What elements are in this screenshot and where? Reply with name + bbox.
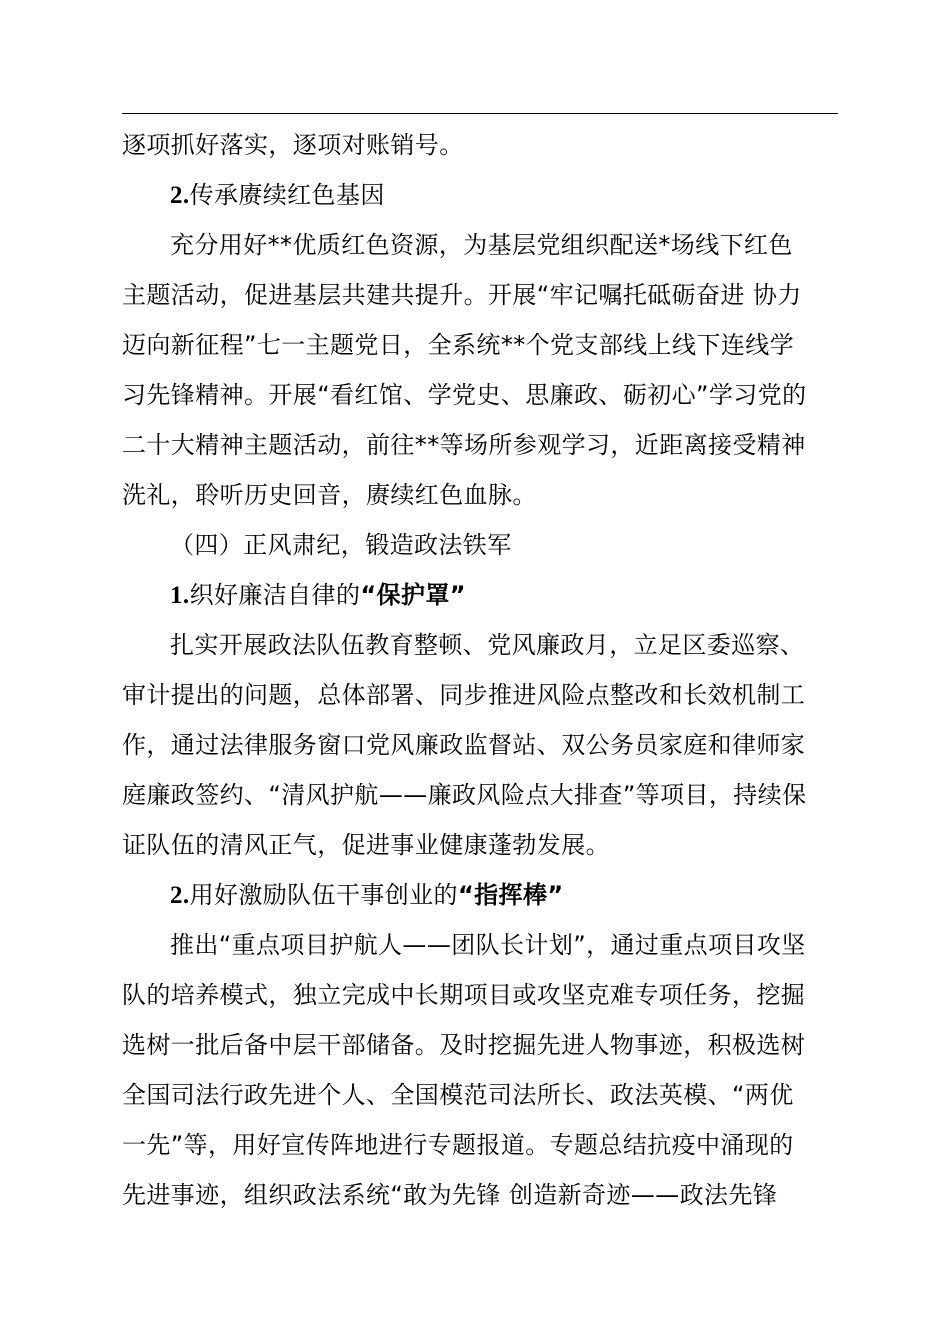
subheading-quoted: “指挥棒” xyxy=(457,881,564,909)
line-text: 逐项抓好落实，逐项对账销号。 xyxy=(122,131,464,159)
subheading-line xyxy=(122,570,842,620)
header-rule xyxy=(122,113,838,114)
paragraph-line xyxy=(122,620,842,670)
line-text: 习先锋精神。开展“看红馆、学党史、思廉政、砺初心”学习党的 xyxy=(122,381,807,409)
line-text: 选树一批后备中层干部储备。及时挖掘先进人物事迹，积极选树 xyxy=(122,1031,806,1059)
paragraph-line xyxy=(122,820,842,870)
paragraph-line xyxy=(122,1120,842,1170)
subheading-text: 传承赓续红色基因 xyxy=(189,181,385,209)
line-text: 证队伍的清风正气，促进事业健康蓬勃发展。 xyxy=(122,831,610,859)
paragraph-line xyxy=(122,670,842,720)
paragraph-line xyxy=(122,1070,842,1120)
line-text: 作，通过法律服务窗口党风廉政监督站、双公务员家庭和律师家 xyxy=(122,731,806,759)
subheading-number: 2. xyxy=(170,882,190,909)
line-text: 队的培养模式，独立完成中长期项目或攻坚克难专项任务，挖掘 xyxy=(122,981,806,1009)
line-text: 推出“重点项目护航人——团队长计划”，通过重点项目攻坚 xyxy=(170,931,806,959)
paragraph-line xyxy=(122,120,842,170)
subheading-text: 织好廉洁自律的 xyxy=(189,581,361,609)
paragraph-line xyxy=(122,1020,842,1070)
line-text: 洗礼，聆听历史回音，赓续红色血脉。 xyxy=(122,481,537,509)
line-text: 主题活动，促进基层共建共提升。开展“牢记嘱托砥砺奋进 协力 xyxy=(122,281,802,309)
paragraph-line xyxy=(122,920,842,970)
paragraph-line xyxy=(122,1170,842,1220)
paragraph-line xyxy=(122,420,842,470)
subheading-line xyxy=(122,870,842,920)
line-text: 先进事迹，组织政法系统“敢为先锋 创造新奇迹——政法先锋 xyxy=(122,1181,778,1209)
subheading-number: 1. xyxy=(170,582,190,609)
paragraph-line xyxy=(122,770,842,820)
line-text: 充分用好**优质红色资源，为基层党组织配送*场线下红色 xyxy=(170,231,793,259)
paragraph-line xyxy=(122,370,842,420)
paragraph-line xyxy=(122,720,842,770)
line-text: 二十大精神主题活动，前往**等场所参观学习，近距离接受精神 xyxy=(122,431,806,459)
paragraph-line xyxy=(122,470,842,520)
subheading-quoted: “保护罩” xyxy=(360,581,466,609)
section-heading-text: （四）正风肃纪，锻造政法铁军 xyxy=(170,531,512,559)
document-body xyxy=(122,120,842,1220)
paragraph-line xyxy=(122,220,842,270)
subheading-text: 用好激励队伍干事创业的 xyxy=(189,881,458,909)
line-text: 扎实开展政法队伍教育整顿、党风廉政月，立足区委巡察、 xyxy=(170,631,805,659)
paragraph-line xyxy=(122,320,842,370)
line-text: 庭廉政签约、“清风护航——廉政风险点大排查”等项目，持续保 xyxy=(122,781,807,809)
line-text: 全国司法行政先进个人、全国模范司法所长、政法英模、“两优 xyxy=(122,1081,794,1109)
paragraph-line xyxy=(122,970,842,1020)
subheading-number: 2. xyxy=(170,182,190,209)
line-text: 迈向新征程”七一主题党日，全系统**个党支部线上线下连线学 xyxy=(122,331,795,359)
line-text: 一先”等，用好宣传阵地进行专题报道。专题总结抗疫中涌现的 xyxy=(122,1131,794,1159)
line-text: 审计提出的问题，总体部署、同步推进风险点整改和长效机制工 xyxy=(122,681,806,709)
section-heading xyxy=(122,520,842,570)
paragraph-line xyxy=(122,270,842,320)
subheading-line xyxy=(122,170,842,220)
